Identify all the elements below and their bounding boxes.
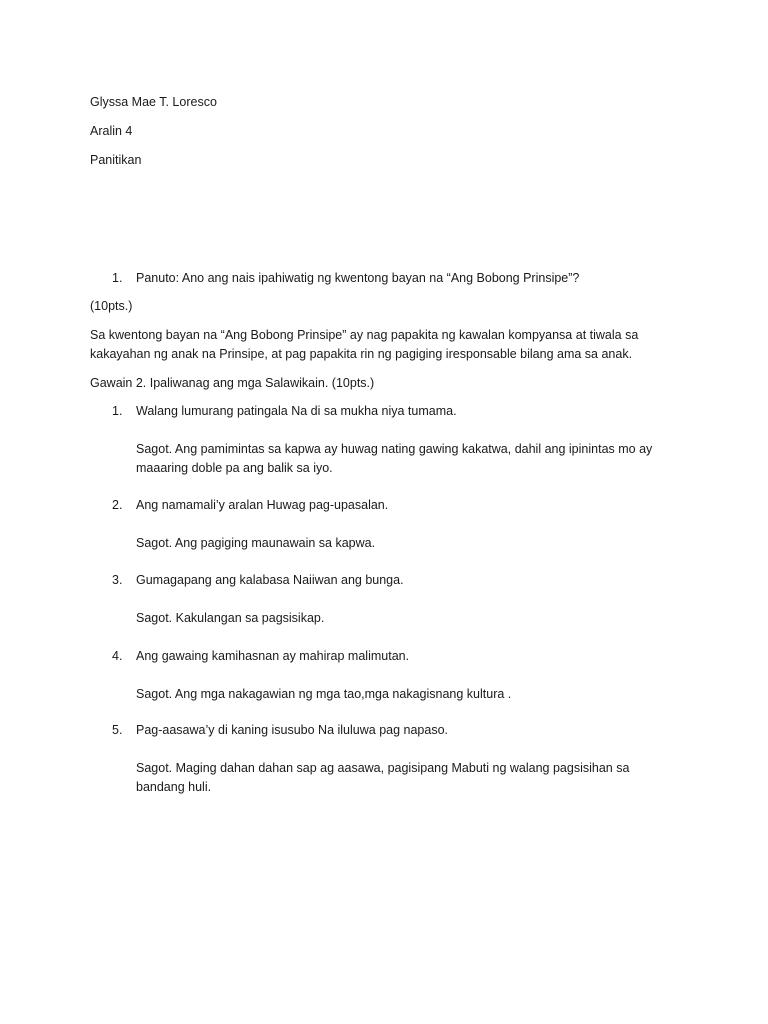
proverb-text: Pag-aasawa’y di kaning isusubo Na iluluwa pag napaso.: [136, 723, 449, 737]
proverb-text: Ang namamali’y aralan Huwag pag-upasalan.: [136, 498, 389, 512]
proverb-text: Gumagapang ang kalabasa Naiiwan ang bunga.: [136, 573, 404, 587]
question-points: (10pts.): [90, 299, 133, 313]
question-number: 1.: [112, 271, 123, 285]
list-item-number: 3.: [112, 573, 123, 587]
question-answer: Sa kwentong bayan na “Ang Bobong Prinsipe” ay nag papakita ng kawalan kompyansa at tiwala sa kakayahan ng anak na Prinsipe, at pag papakita rin ng pagiging iresponsable bilang ama sa anak.: [90, 328, 639, 361]
question-text: Panuto: Ano ang nais ipahiwatig ng kwentong bayan na “Ang Bobong Prinsipe”?: [136, 271, 580, 285]
list-item-number: 1.: [112, 404, 123, 418]
list-item-number: 5.: [112, 723, 123, 737]
proverb-text: Walang lumurang patingala Na di sa mukha niya tumama.: [136, 404, 457, 418]
list-item-number: 4.: [112, 649, 123, 663]
gawain-title: Gawain 2. Ipaliwanag ang mga Salawikain. (10pts.): [90, 376, 375, 390]
proverb-answer: Sagot. Maging dahan dahan sap ag aasawa, pagisipang Mabuti ng walang pagsisihan sa bandang huli.: [136, 761, 630, 794]
lesson-label: Aralin 4: [90, 124, 133, 138]
proverb-answer: Sagot. Ang pamimintas sa kapwa ay huwag nating gawing kakatwa, dahil ang ipinintas mo ay maaaring doble pa ang balik sa iyo.: [136, 442, 653, 475]
student-name: Glyssa Mae T. Loresco: [90, 95, 217, 109]
proverb-answer: Sagot. Ang pagiging maunawain sa kapwa.: [136, 536, 376, 550]
subject-label: Panitikan: [90, 153, 142, 167]
list-item-number: 2.: [112, 498, 123, 512]
proverb-answer: Sagot. Kakulangan sa pagsisikap.: [136, 611, 325, 625]
proverb-text: Ang gawaing kamihasnan ay mahirap malimutan.: [136, 649, 410, 663]
proverb-answer: Sagot. Ang mga nakagawian ng mga tao,mga nakagisnang kultura .: [136, 687, 512, 701]
